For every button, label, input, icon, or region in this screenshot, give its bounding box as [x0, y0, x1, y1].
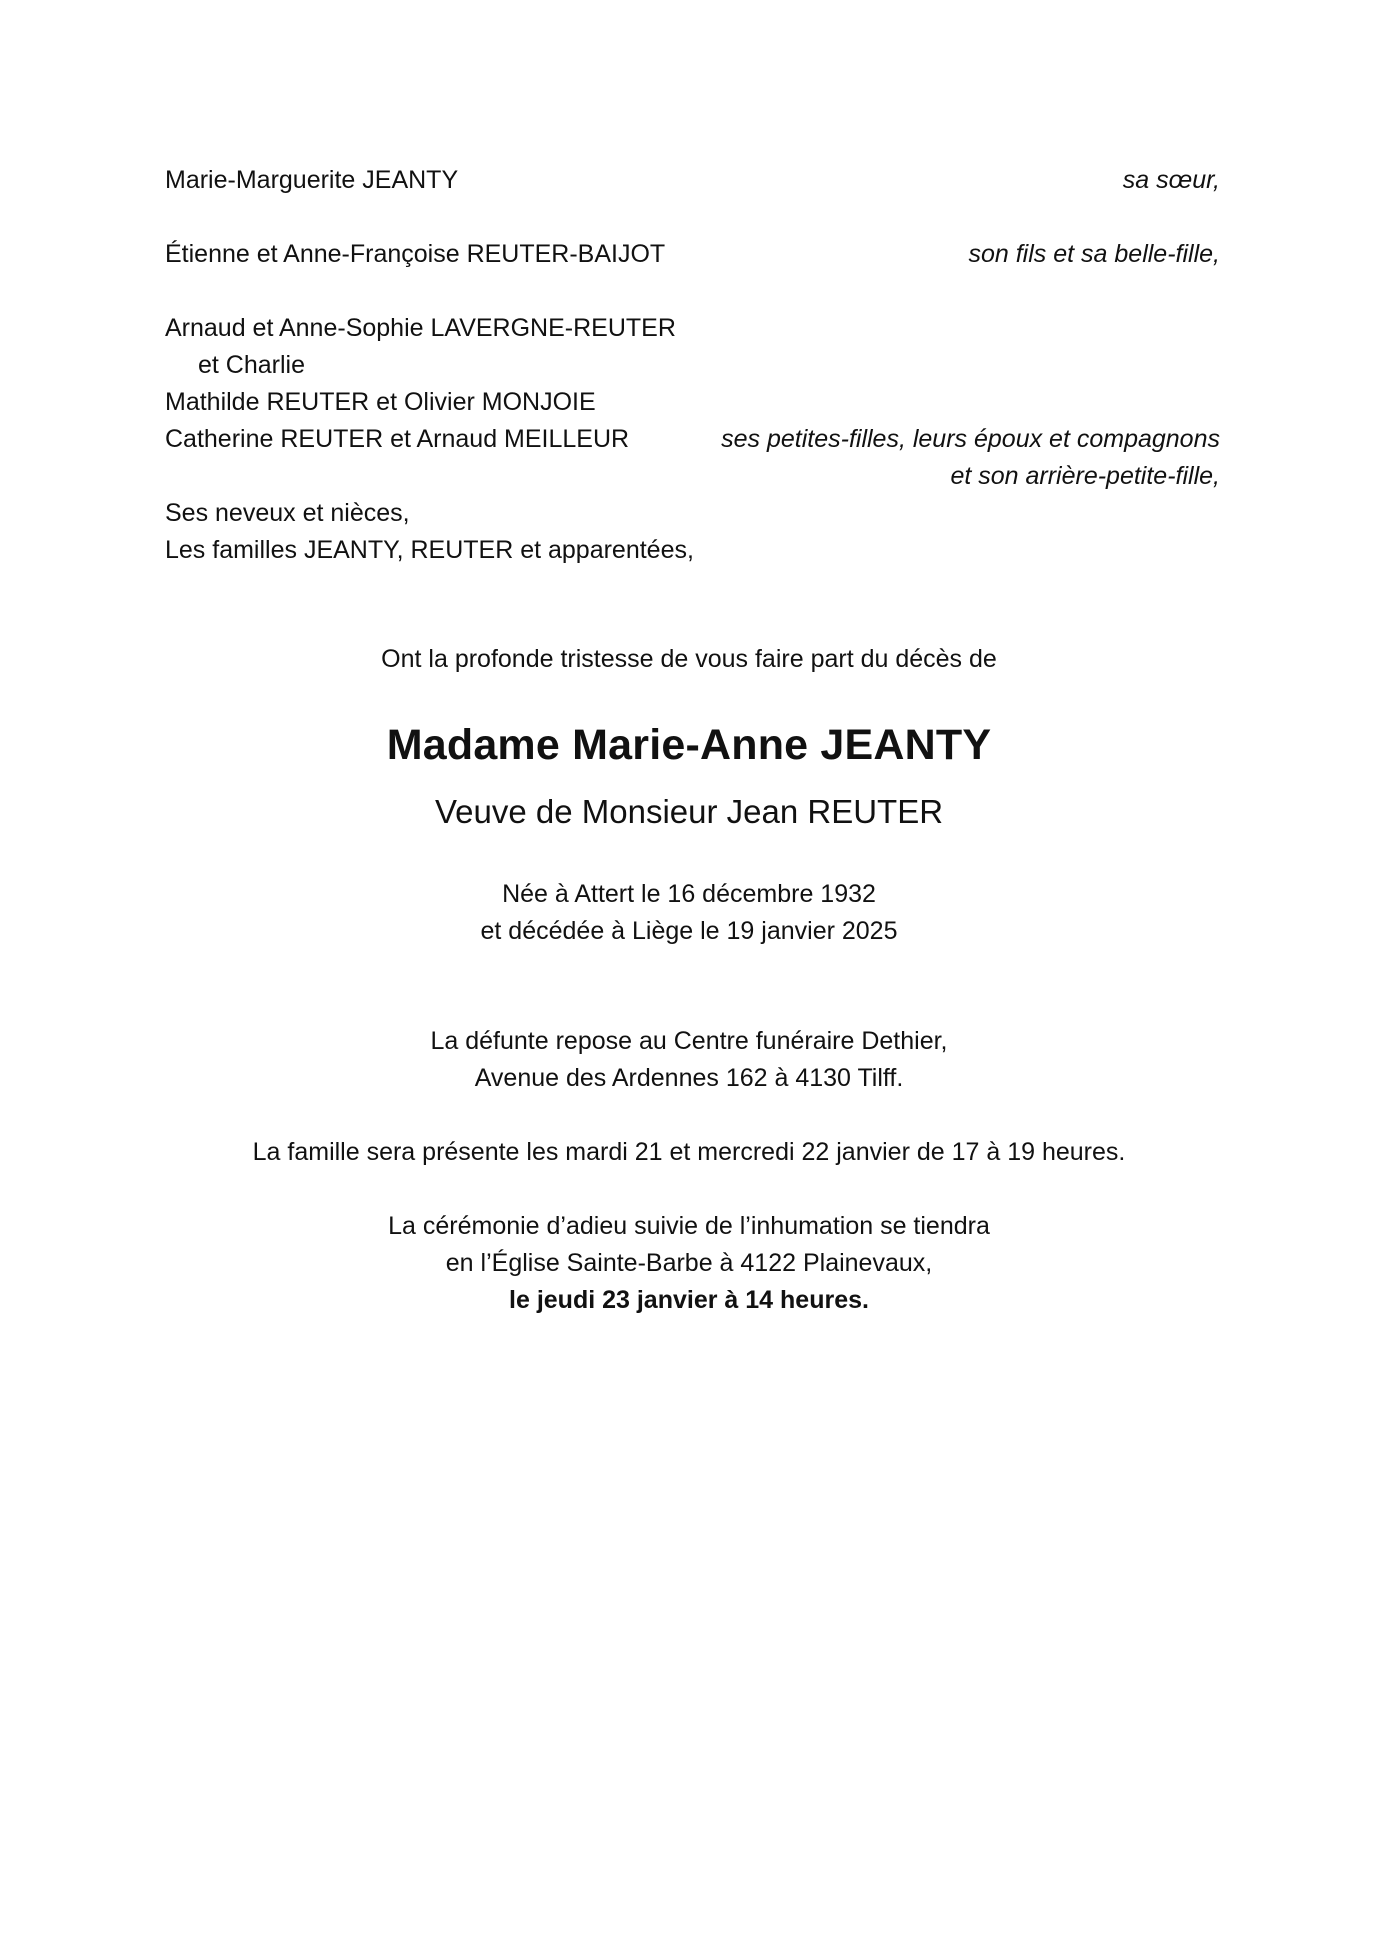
- intro-text: Ont la profonde tristesse de vous faire part du décès de: [381, 645, 997, 673]
- family-presence: La famille sera présente les mardi 21 et mercredi 22 janvier de 17 à 19 heures.: [252, 1138, 1126, 1166]
- granddaughter-line-2: et Charlie: [198, 351, 305, 379]
- granddaughter-line-1: Arnaud et Anne-Sophie LAVERGNE-REUTER: [165, 314, 676, 342]
- family-row-granddaughter-1: [165, 310, 1220, 347]
- ceremony-line-2: en l’Église Sainte-Barbe à 4122 Plainevaux,: [445, 1249, 933, 1277]
- granddaughter-line-4: Catherine REUTER et Arnaud MEILLEUR: [165, 425, 630, 453]
- granddaughter-line-3: Mathilde REUTER et Olivier MONJOIE: [165, 388, 596, 416]
- sister-role: sa sœur,: [1122, 166, 1220, 194]
- granddaughters-role-line-1: ses petites-filles, leurs époux et compagnons: [721, 425, 1220, 453]
- ceremony-info: [0, 1208, 1378, 1319]
- spacer: [165, 199, 1220, 236]
- ceremony-date: le jeudi 23 janvier à 14 heures.: [509, 1286, 869, 1314]
- family-row-granddaughter-4: [165, 421, 1220, 458]
- rest-line-1: La défunte repose au Centre funéraire Dethier,: [430, 1027, 948, 1055]
- son-role: son fils et sa belle-fille,: [968, 240, 1220, 268]
- death-line: et décédée à Liège le 19 janvier 2025: [480, 917, 898, 945]
- family-row-granddaughter-2: [165, 347, 1220, 384]
- family-row-granddaughter-3: [165, 384, 1220, 421]
- family-row-sister: [165, 162, 1220, 199]
- granddaughters-role-line-2: et son arrière-petite-fille,: [950, 462, 1220, 490]
- others-line-1: Ses neveux et nièces,: [165, 499, 410, 527]
- others-line-2: Les familles JEANTY, REUTER et apparentées,: [165, 536, 694, 564]
- deceased-name: Madame Marie-Anne JEANTY: [386, 721, 992, 769]
- family-row-son: [165, 236, 1220, 273]
- rest-line-2: Avenue des Ardennes 162 à 4130 Tilff.: [474, 1064, 904, 1092]
- ceremony-line-1: La cérémonie d’adieu suivie de l’inhumation se tiendra: [388, 1212, 990, 1240]
- sister-name: Marie-Marguerite JEANTY: [165, 166, 459, 194]
- widow-of: Veuve de Monsieur Jean REUTER: [434, 793, 944, 830]
- family-list: [165, 162, 1220, 569]
- spacer: [165, 273, 1220, 310]
- birth-line: Née à Attert le 16 décembre 1932: [502, 880, 876, 908]
- son-name: Étienne et Anne-Françoise REUTER-BAIJOT: [165, 240, 666, 268]
- family-row-others-1: [165, 495, 1220, 532]
- birth-death-dates: [0, 876, 1378, 950]
- resting-place: [0, 1023, 1378, 1097]
- family-row-others-2: [165, 532, 1220, 569]
